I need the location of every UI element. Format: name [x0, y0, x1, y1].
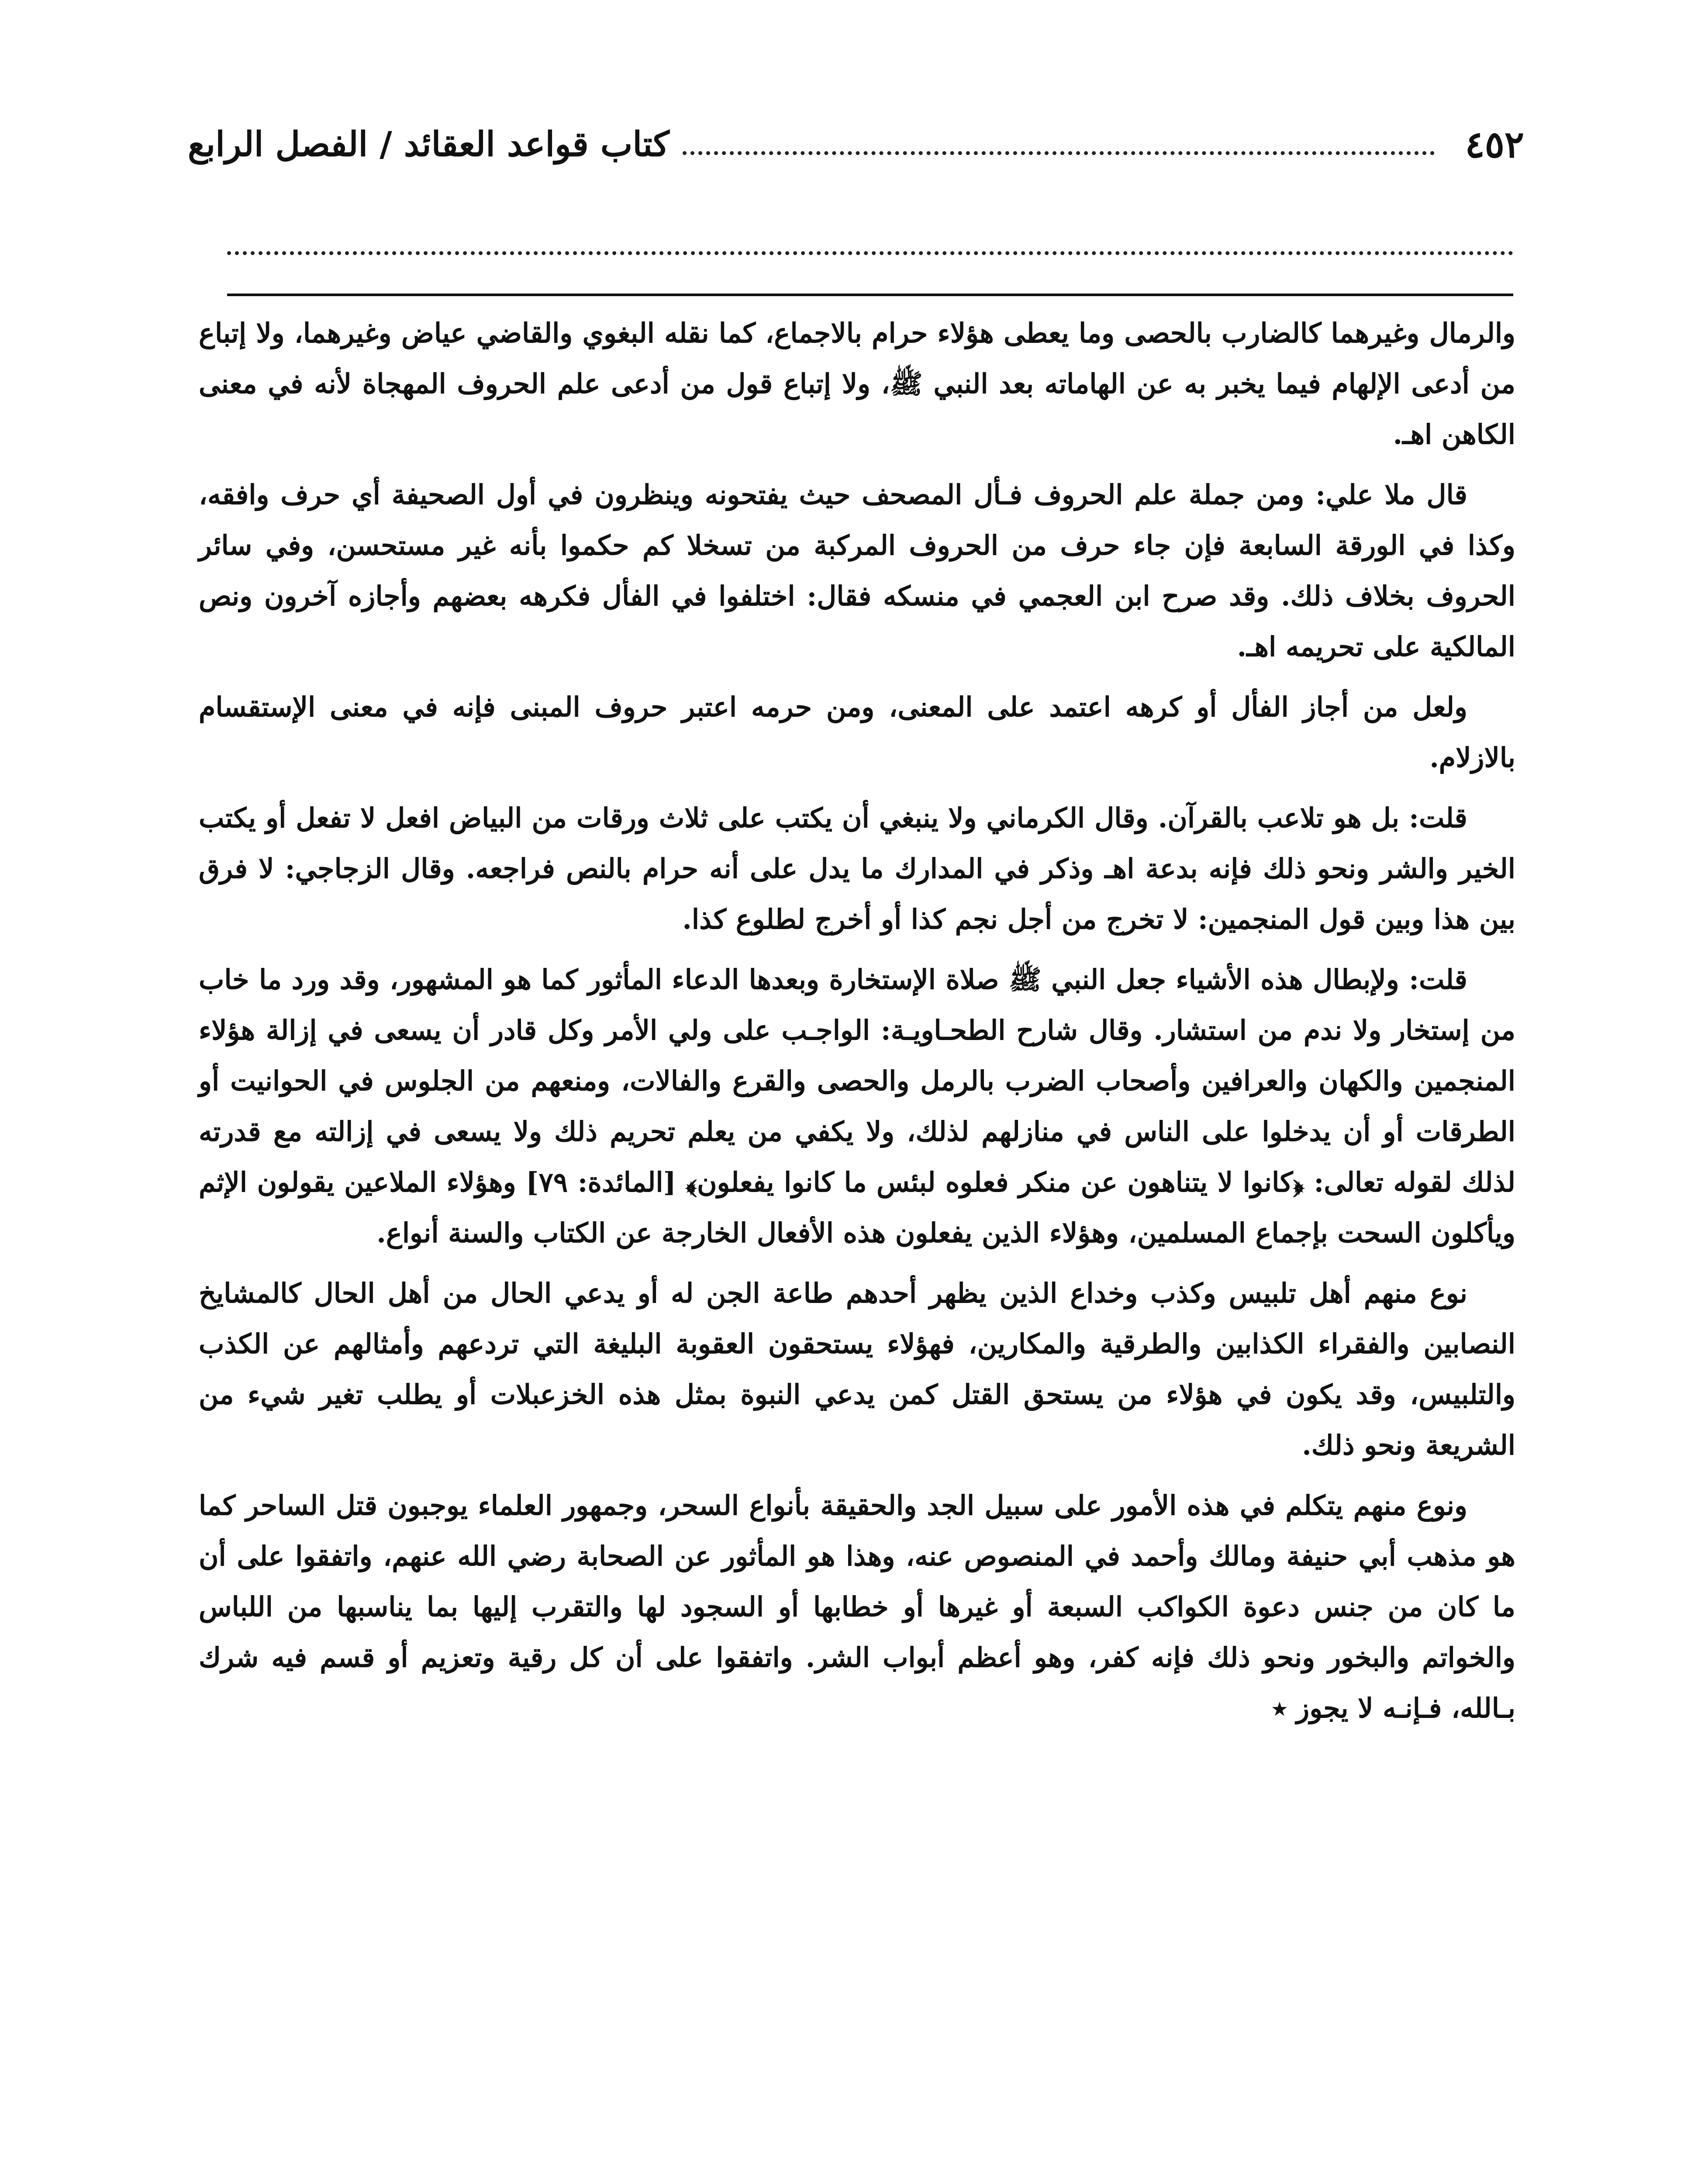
paragraph: والرمال وغيرهما كالضارب بالحصى وما يعطى هؤلاء حرام بالاجماع، كما نقله البغوي والقاضي عياض وغيرهما، ولا إتباع من أدعى الإلهام فيما يخبر به عن الهاماته بعد النبي ﷺ، ولا إتباع قول من أدعى علم الحروف المهجاة لأنه في معنى الكاهن اهـ.	[199, 317, 1515, 450]
page-number: ٤٥٢	[1465, 122, 1524, 166]
paragraph: ولعل من أجاز الفأل أو كرهه اعتمد على المعنى، ومن حرمه اعتبر حروف المبنى فإنه في معنى الإستقسام بالازلام.	[199, 691, 1515, 774]
paragraph: قلت: بل هو تلاعب بالقرآن. وقال الكرماني ولا ينبغي أن يكتب على ثلاث ورقات من البياض افعل لا تفعل أو يكتب الخير والشر ونحو ذلك فإنه بدعة اهـ وذكر في المدارك ما يدل على أنه حرام بالنص فراجعه. وقال الزجاجي: لا فرق بين هذا وبين قول المنجمين: لا تخرج من أجل نجم كذا أو أخرج لطلوع كذا.	[199, 802, 1515, 935]
page-header	[188, 109, 1524, 179]
paragraph: قلت: ولإبطال هذه الأشياء جعل النبي ﷺ صلاة الإستخارة وبعدها الدعاء المأثور كما هو المشهور، وقد ورد ما خاب من إستخار ولا ندم من استشار. وقال شارح الطحـاويـة: الواجـب على ولي الأمر وكل قادر أن يسعى في إزالة هؤلاء المنجمين والكهان والعرافين وأصحاب الضرب بالرمل والحصى والقرع والفالات، ومنعهم من الجلوس في الحوانيت أو الطرقات أو أن يدخلوا على الناس في منازلهم لذلك، ولا يكفي من يعلم تحريم ذلك ولا يسعى في إزالته مع قدرته لذلك لقوله تعالى: ﴿كانوا لا يتناهون عن منكر فعلوه لبئس ما كانوا يفعلون﴾ [المائدة: ٧٩] وهؤلاء الملاعين يقولون الإثم ويأكلون السحت بإجماع المسلمين، وهؤلاء الذين يفعلون هذه الأفعال الخارجة عن الكتاب والسنة أنواع.	[199, 964, 1515, 1249]
paragraph: ونوع منهم يتكلم في هذه الأمور على سبيل الجد والحقيقة بأنواع السحر، وجمهور العلماء يوجبون قتل الساحر كما هو مذهب أبي حنيفة ومالك وأحمد في المنصوص عنه، وهذا هو المأثور عن الصحابة رضي الله عنهم، واتفقوا على أن ما كان من جنس دعوة الكواكب السبعة أو غيرها أو خطابها أو السجود لها والتقرب إليها بما يناسبها من اللباس والخواتم والبخور ونحو ذلك فإنه كفر، وهو أعظم أبواب الشر. واتفقوا على أن كل رقية وتعزيم أو قسم فيه شرك بـالله، فـإنـه لا يجوز ٭	[199, 1489, 1515, 1724]
paragraph: نوع منهم أهل تلبيس وكذب وخداع الذين يظهر أحدهم طاعة الجن له أو يدعي الحال من أهل الحال كالمشايخ النصابين والفقراء الكذابين والطرقية والمكارين، فهؤلاء يستحقون العقوبة البليغة التي تردعهم وأمثالهم عن الكذب والتلبيس، وقد يكون في هؤلاء من يستحق القتل كمن يدعي النبوة بمثل هذه الخزعبلات أو يطلب تغير شيء من الشريعة ونحو ذلك.	[199, 1277, 1515, 1461]
header-dot-leader	[683, 151, 1435, 155]
running-title: كتاب قواعد العقائد / الفصل الرابع	[188, 124, 669, 164]
main-text	[199, 308, 1515, 1743]
header-dotted-divider	[227, 251, 1513, 255]
header-rule	[227, 294, 1513, 296]
paragraph: قال ملا علي: ومن جملة علم الحروف فـأل المصحف حيث يفتحونه وينظرون في أول الصحيفة أي حرف وافقه، وكذا في الورقة السابعة فإن جاء حرف من الحروف المركبة من تسخلا كم حكموا بأنه غير مستحسن، وفي سائر الحروف بخلاف ذلك. وقد صرح ابن العجمي في منسكه فقال: اختلفوا في الفأل فكرهه بعضهم وأجازه آخرون ونص المالكية على تحريمه اهـ.	[199, 479, 1516, 663]
